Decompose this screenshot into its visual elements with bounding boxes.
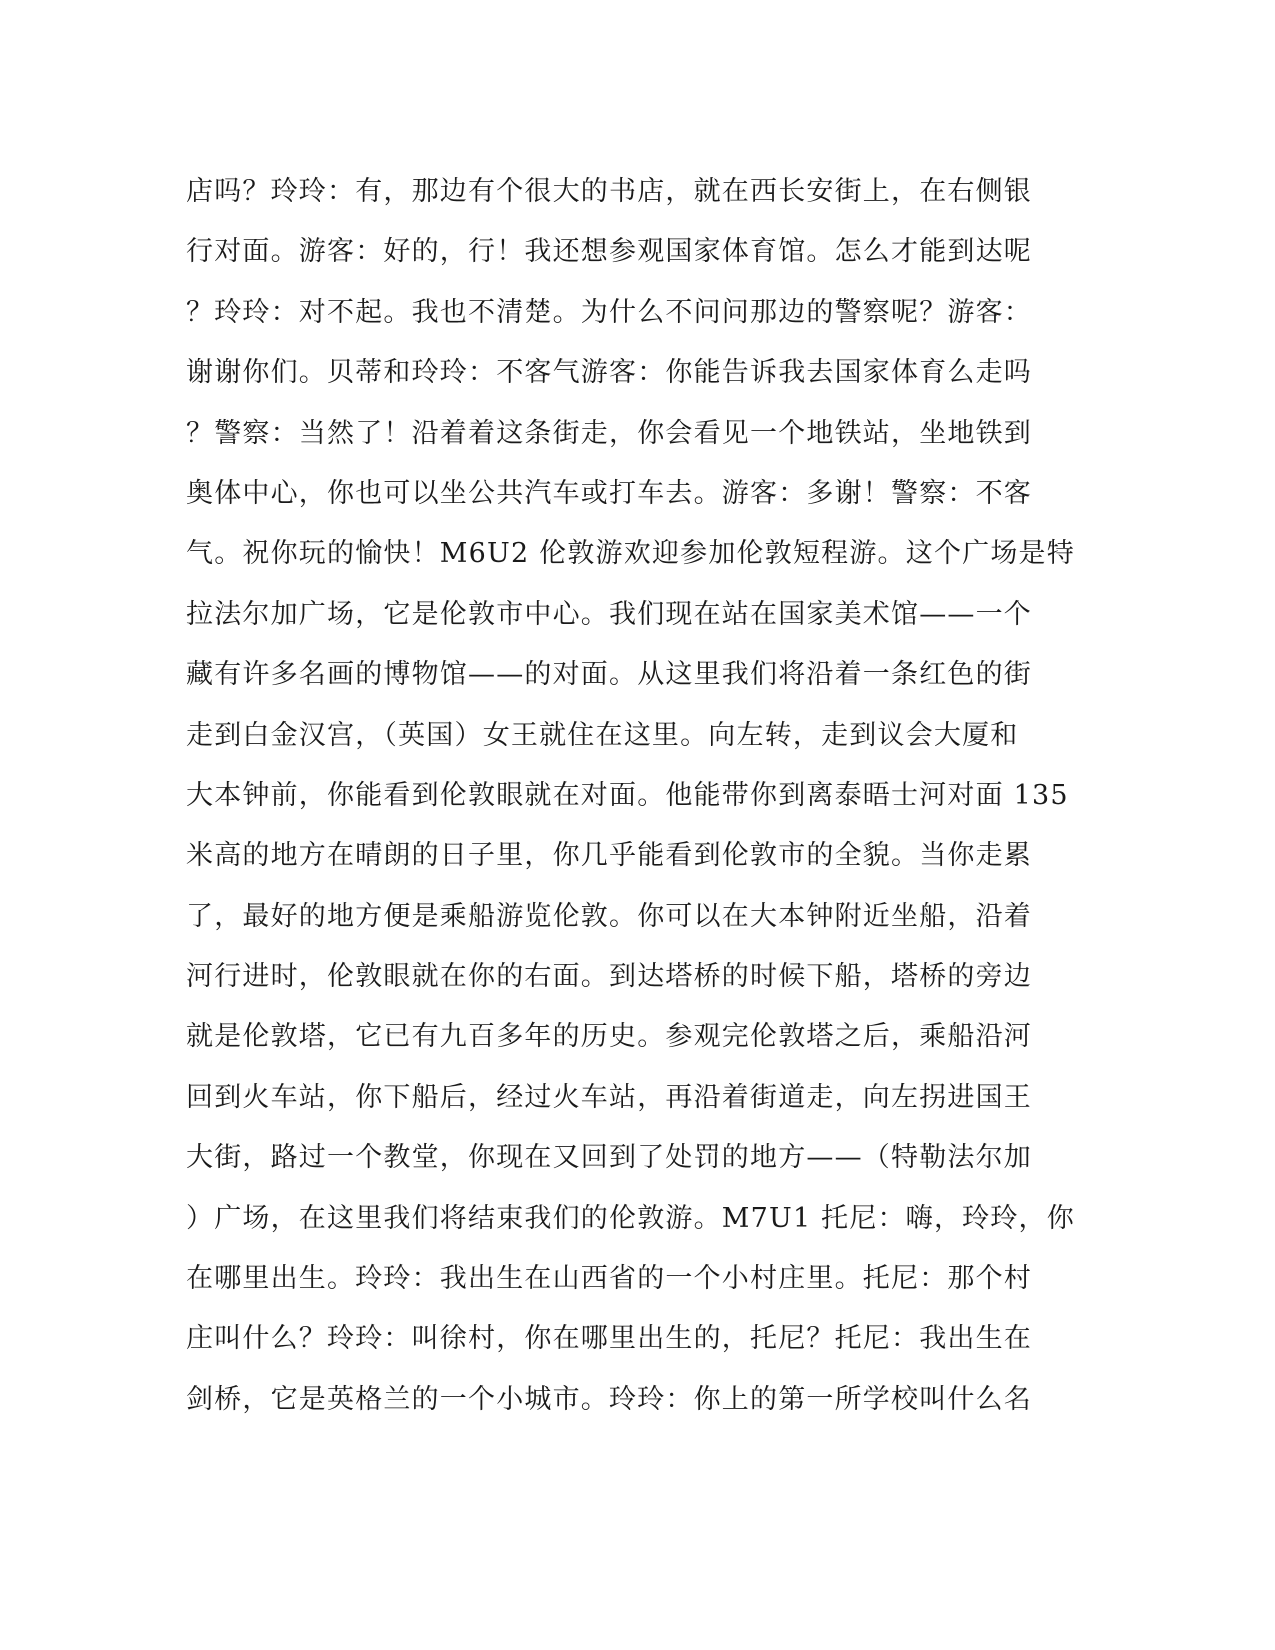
text-line: 气。祝你玩的愉快！M6U2 伦敦游欢迎参加伦敦短程游。这个广场是特 (186, 538, 1075, 570)
text-line: 行对面。游客：好的，行！我还想参观国家体育馆。怎么才能到达呢 (186, 236, 1032, 268)
text-line: 奥体中心，你也可以坐公共汽车或打车去。游客：多谢！警察：不客 (186, 477, 1032, 509)
text-line: 了，最好的地方便是乘船游览伦敦。你可以在大本钟附近坐船，沿着 (186, 900, 1032, 932)
text-line: 谢谢你们。贝蒂和玲玲：不客气游客：你能告诉我去国家体育么走吗 (186, 357, 1032, 389)
text-line: 拉法尔加广场，它是伦敦市中心。我们现在站在国家美术馆——一个 (186, 598, 1032, 630)
text-line: 回到火车站，你下船后，经过火车站，再沿着街道走，向左拐进国王 (186, 1081, 1032, 1113)
text-line: 就是伦敦塔，它已有九百多年的历史。参观完伦敦塔之后，乘船沿河 (186, 1021, 1032, 1053)
text-line: 河行进时，伦敦眼就在你的右面。到达塔桥的时候下船，塔桥的旁边 (186, 961, 1032, 993)
text-line: ？警察：当然了！沿着着这条街走，你会看见一个地铁站，坐地铁到 (186, 417, 1032, 449)
text-line: 米高的地方在晴朗的日子里，你几乎能看到伦敦市的全貌。当你走累 (186, 840, 1032, 872)
text-line: 在哪里出生。玲玲：我出生在山西省的一个小村庄里。托尼：那个村 (186, 1263, 1032, 1295)
body-text (186, 162, 1075, 1430)
text-line: 大本钟前，你能看到伦敦眼就在对面。他能带你到离泰晤士河对面 135 (186, 779, 1069, 811)
text-line: ？玲玲：对不起。我也不清楚。为什么不问问那边的警察呢？游客： (186, 296, 1032, 328)
text-line: 藏有许多名画的博物馆——的对面。从这里我们将沿着一条红色的街 (186, 659, 1032, 691)
text-line: 店吗？玲玲：有，那边有个很大的书店，就在西长安街上，在右侧银 (186, 176, 1032, 207)
text-line: 大街，路过一个教堂，你现在又回到了处罚的地方——（特勒法尔加 (186, 1142, 1032, 1174)
text-line: 剑桥，它是英格兰的一个小城市。玲玲：你上的第一所学校叫什么名 (186, 1383, 1032, 1415)
text-line: ）广场，在这里我们将结束我们的伦敦游。M7U1 托尼：嗨，玲玲，你 (186, 1202, 1075, 1234)
text-line: 走到白金汉宫，（英国）女王就住在这里。向左转，走到议会大厦和 (186, 719, 1019, 751)
text-line: 庄叫什么？玲玲：叫徐村，你在哪里出生的，托尼？托尼：我出生在 (186, 1323, 1032, 1355)
